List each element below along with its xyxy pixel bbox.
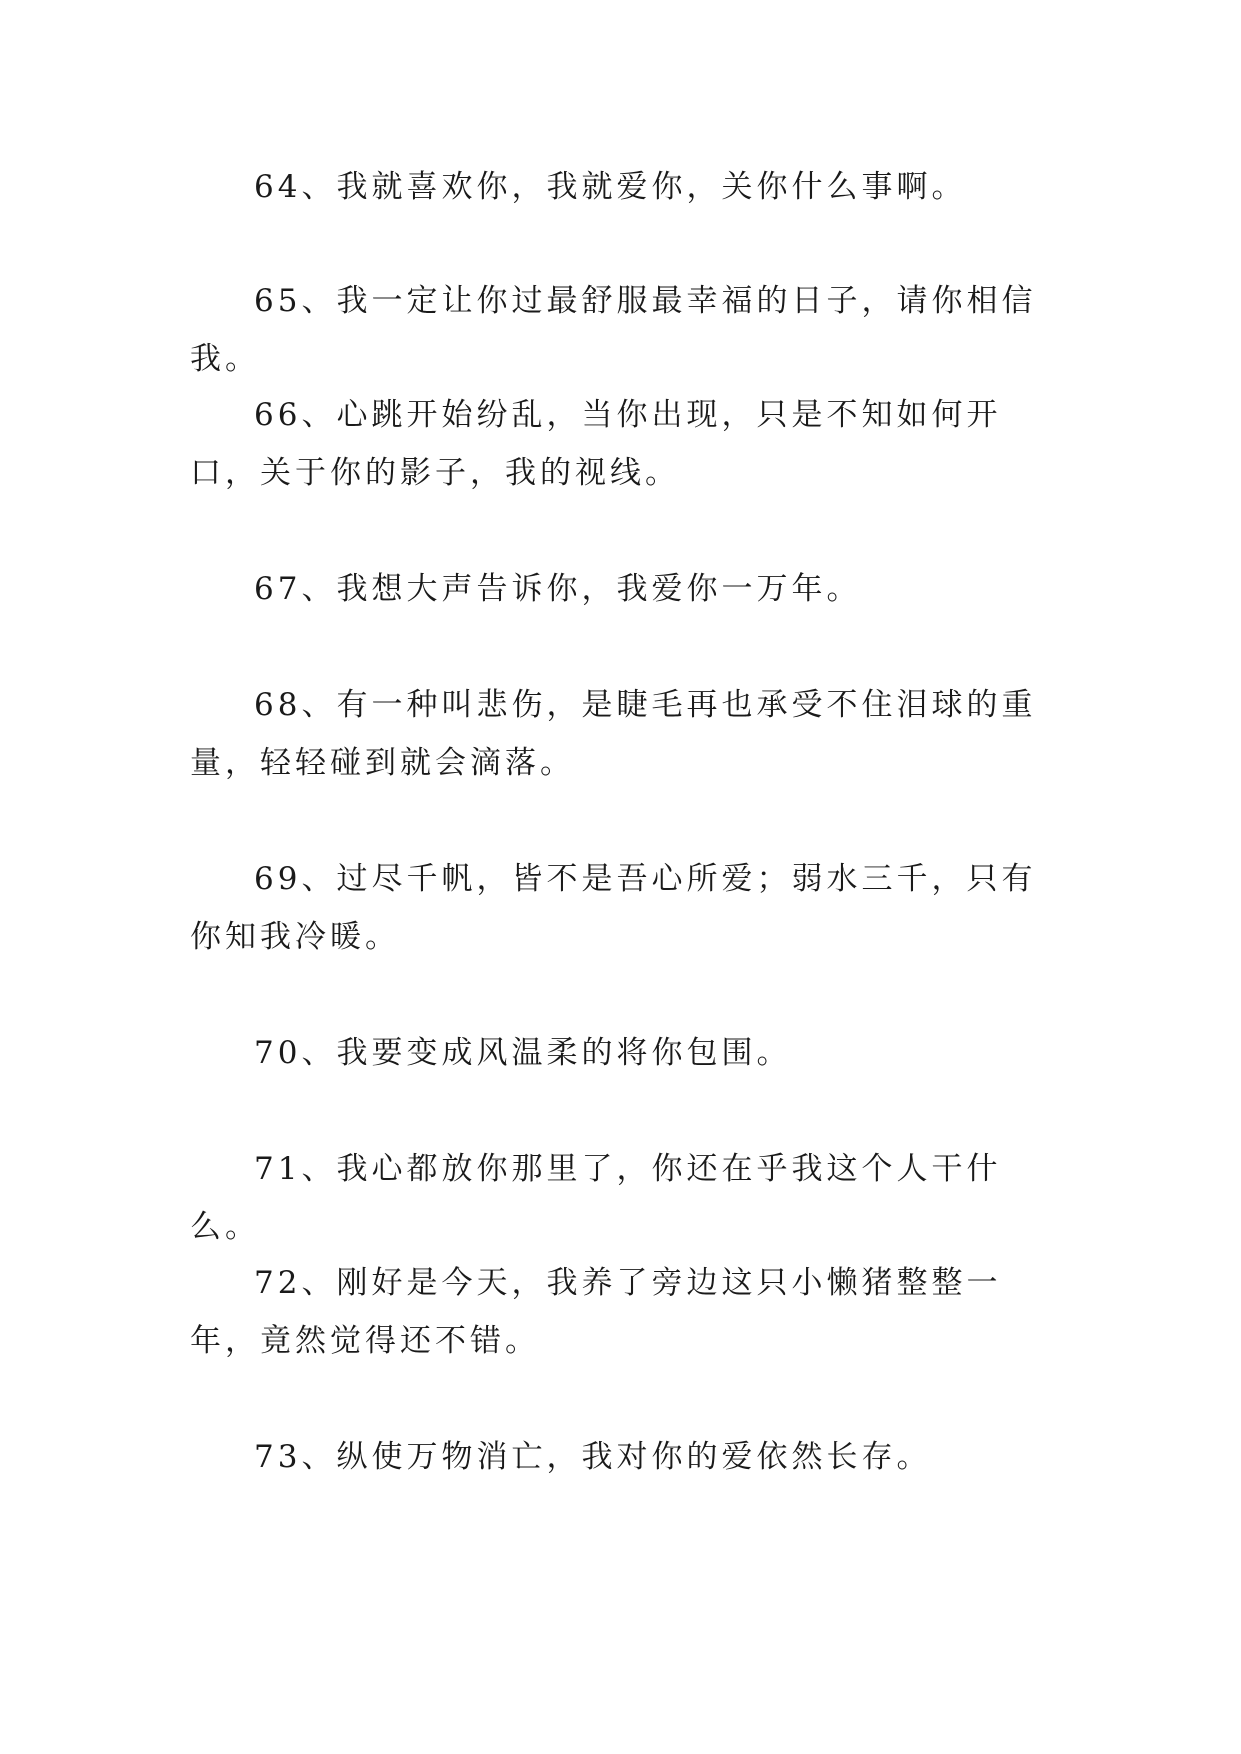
paragraph-72: 72、刚好是今天，我养了旁边这只小懒猪整整一年，竟然觉得还不错。 bbox=[190, 1265, 1002, 1359]
paragraph-70: 70、我要变成风温柔的将你包围。 bbox=[254, 1035, 792, 1071]
paragraph-68: 68、有一种叫悲伤，是睫毛再也承受不住泪球的重量，轻轻碰到就会滴落。 bbox=[190, 687, 1037, 781]
paragraph-65: 65、我一定让你过最舒服最幸福的日子，请你相信我。 bbox=[190, 283, 1037, 377]
paragraph-67: 67、我想大声告诉你，我爱你一万年。 bbox=[254, 571, 862, 607]
paragraph-64: 64、我就喜欢你，我就爱你，关你什么事啊。 bbox=[254, 169, 967, 205]
paragraph-69: 69、过尽千帆，皆不是吾心所爱；弱水三千，只有你知我冷暖。 bbox=[190, 861, 1037, 955]
paragraph-71: 71、我心都放你那里了，你还在乎我这个人干什么。 bbox=[190, 1151, 1002, 1245]
paragraph-66: 66、心跳开始纷乱，当你出现，只是不知如何开口，关于你的影子，我的视线。 bbox=[190, 397, 1002, 491]
paragraph-73: 73、纵使万物消亡，我对你的爱依然长存。 bbox=[254, 1439, 932, 1475]
